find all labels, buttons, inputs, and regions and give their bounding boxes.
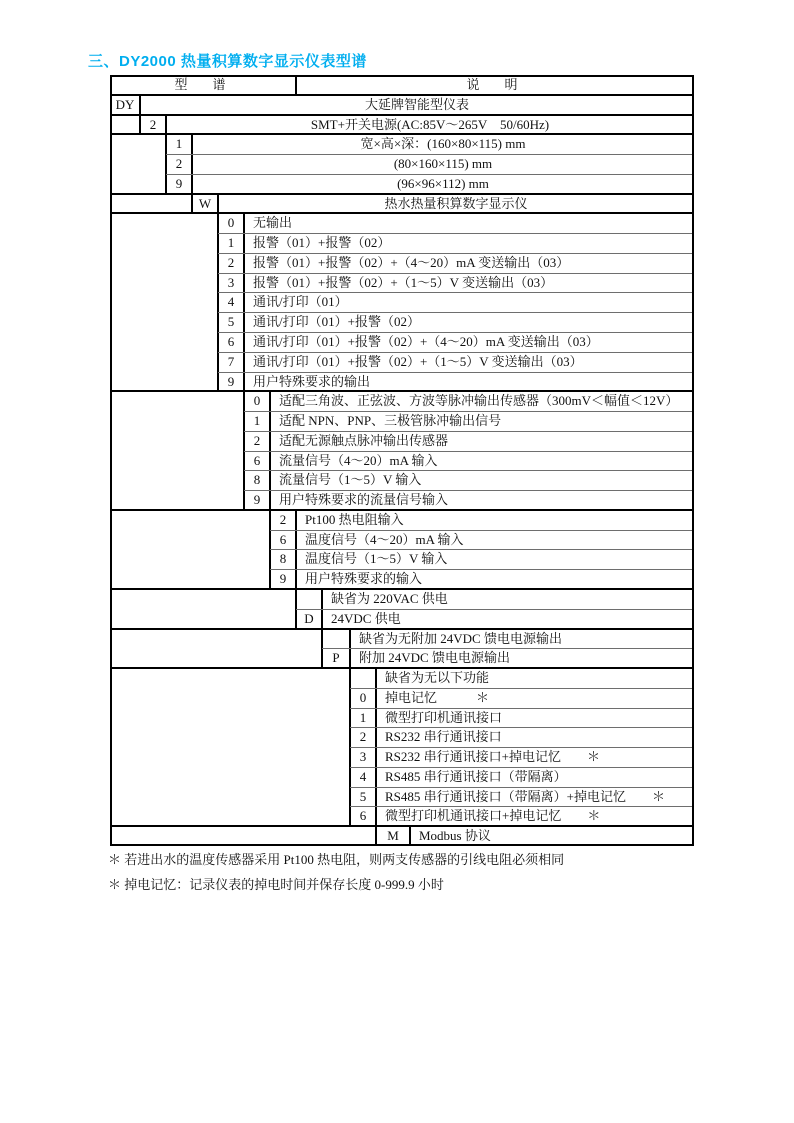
row-separator-line	[218, 352, 694, 353]
footnote-power-memory: ＊ 掉电记忆：记录仪表的掉电时间并保存长度 0-999.9 小时	[108, 877, 444, 892]
group-border-line	[110, 75, 694, 77]
code-cell	[350, 668, 376, 688]
row-separator-line	[218, 332, 694, 333]
column-border-line	[692, 75, 694, 846]
column-header-model: 型 谱	[174, 77, 232, 92]
description-cell: 用户特殊要求的输出	[253, 373, 371, 389]
code-cell: 6	[253, 452, 261, 468]
description-cell: 报警（01）+报警（02）+（1～5）V 变送输出（03）	[253, 274, 554, 290]
description-cell: 缺省为无附加 24VDC 馈电电源输出	[359, 630, 562, 646]
code-cell: 4	[227, 294, 235, 310]
row-separator-line	[350, 787, 694, 788]
description-cell: RS485 串行通讯接口（带隔离）	[385, 768, 567, 784]
row-separator-line	[270, 549, 694, 550]
row-separator-line	[218, 312, 694, 313]
code-cell: 2	[359, 729, 367, 745]
group-border-line	[110, 94, 694, 96]
description-cell: 热水热量积算数字显示仪	[384, 195, 528, 211]
row-separator-line	[218, 292, 694, 293]
group-border-line	[110, 844, 694, 846]
code-cell	[296, 589, 322, 609]
description-cell: 缺省为无以下功能	[385, 670, 490, 686]
group-border-line	[110, 628, 694, 630]
description-cell: RS232 串行通讯接口	[385, 729, 502, 745]
code-cell: 1	[227, 235, 235, 251]
code-cell: 6	[359, 808, 367, 824]
code-cell: 3	[359, 749, 367, 765]
footnote-sensor-resistance: ＊ 若进出水的温度传感器采用 Pt100 热电阻，则两支传感器的引线电阻必须相同	[108, 852, 565, 867]
row-separator-line	[218, 372, 694, 373]
group-border-line	[110, 509, 694, 511]
description-cell: 温度信号（1～5）V 输入	[305, 551, 448, 567]
column-border-line	[139, 95, 141, 115]
code-cell: 1	[359, 709, 367, 725]
row-separator-line	[350, 727, 694, 728]
group-border-line	[110, 667, 694, 669]
code-cell: 0	[227, 215, 235, 231]
column-border-line	[165, 134, 167, 193]
description-cell: 用户特殊要求的输入	[305, 571, 423, 587]
description-cell: 通讯/打印（01）	[253, 294, 348, 310]
description-cell: 适配 NPN、PNP、三极管脉冲输出信号	[279, 413, 502, 429]
column-border-line	[165, 115, 167, 135]
row-separator-line	[270, 569, 694, 570]
code-cell: 1	[253, 413, 261, 429]
row-separator-line	[350, 767, 694, 768]
code-cell: 2	[279, 511, 287, 527]
description-cell: 通讯/打印（01）+报警（02）+（4～20）mA 变送输出（03）	[253, 334, 599, 349]
code-cell: 9	[253, 492, 261, 508]
code-cell: 5	[227, 314, 235, 330]
code-cell: W	[198, 195, 212, 211]
group-border-line	[110, 588, 694, 590]
row-separator-line	[350, 708, 694, 709]
column-border-line	[217, 194, 219, 214]
group-border-line	[110, 390, 694, 392]
column-border-line	[191, 194, 193, 214]
row-separator-line	[350, 806, 694, 807]
row-separator-line	[270, 530, 694, 531]
code-cell: D	[304, 610, 314, 626]
row-separator-line	[218, 253, 694, 254]
description-cell: 缺省为 220VAC 供电	[331, 591, 448, 607]
code-cell: 5	[359, 788, 367, 804]
description-cell: 温度信号（4～20）mA 输入	[305, 531, 464, 547]
code-cell: 9	[227, 373, 235, 389]
description-cell: RS485 串行通讯接口（带隔离）+掉电记忆 ＊	[385, 788, 665, 804]
description-cell: 报警（01）+报警（02）	[253, 235, 391, 251]
row-separator-line	[296, 609, 694, 610]
code-cell: M	[387, 828, 399, 844]
description-cell: 大延牌智能型仪表	[364, 96, 469, 112]
column-border-line	[191, 134, 193, 193]
description-cell: 24VDC 供电	[331, 610, 401, 626]
description-cell: 适配三角波、正弦波、方波等脉冲输出传感器（300mV＜幅值＜12V）	[279, 393, 679, 409]
row-separator-line	[244, 431, 694, 432]
code-cell: 9	[279, 571, 287, 587]
code-cell	[322, 629, 350, 649]
code-cell: 6	[227, 334, 235, 349]
group-border-line	[110, 193, 694, 195]
row-separator-line	[350, 688, 694, 689]
row-separator-line	[166, 174, 694, 175]
row-separator-line	[350, 747, 694, 748]
page-title: 三、DY2000 热量积算数字显示仪表型谱	[88, 53, 367, 70]
code-cell: 1	[175, 136, 183, 152]
code-cell: 8	[253, 472, 261, 488]
description-cell: 微型打印机通讯接口+掉电记忆 ＊	[385, 808, 601, 824]
row-separator-line	[322, 648, 694, 649]
description-cell: 无输出	[253, 215, 293, 231]
description-cell: 微型打印机通讯接口	[385, 709, 503, 725]
description-cell: 用户特殊要求的流量信号输入	[279, 492, 449, 508]
code-cell: 0	[359, 689, 367, 705]
code-cell: 0	[253, 393, 261, 409]
row-separator-line	[244, 451, 694, 452]
description-cell: 流量信号（1～5）V 输入	[279, 472, 422, 488]
code-cell: 8	[279, 551, 287, 567]
description-cell: 宽×高×深：(160×80×115) mm	[360, 136, 526, 152]
code-cell: P	[332, 650, 340, 666]
row-separator-line	[218, 273, 694, 274]
group-border-line	[110, 133, 694, 135]
description-cell: SMT+开关电源(AC:85V～265V 50/60Hz)	[310, 116, 550, 132]
row-separator-line	[218, 233, 694, 234]
description-cell: 通讯/打印（01）+报警（02）+（1～5）V 变送输出（03）	[253, 353, 583, 369]
group-border-line	[110, 825, 694, 827]
code-cell: 2	[253, 432, 261, 448]
code-cell: 2	[149, 116, 157, 132]
code-cell: DY	[115, 96, 135, 112]
description-cell: 通讯/打印（01）+报警（02）	[253, 314, 420, 330]
column-border-line	[139, 115, 141, 135]
row-separator-line	[244, 470, 694, 471]
description-cell: 报警（01）+报警（02）+（4～20）mA 变送输出（03）	[253, 254, 570, 270]
group-border-line	[110, 212, 694, 214]
column-border-line	[217, 213, 219, 391]
code-cell: 2	[227, 254, 235, 270]
column-header-description: 说 明	[466, 77, 524, 92]
column-border-line	[243, 213, 245, 391]
column-border-line	[295, 75, 297, 95]
description-cell: RS232 串行通讯接口+掉电记忆 ＊	[385, 749, 600, 765]
row-separator-line	[244, 490, 694, 491]
row-separator-line	[166, 154, 694, 155]
code-cell: 4	[359, 768, 367, 784]
group-border-line	[110, 114, 694, 116]
description-cell: 流量信号（4～20）mA 输入	[279, 452, 438, 468]
code-cell: 2	[175, 156, 183, 172]
code-cell: 9	[175, 175, 183, 191]
code-cell: 6	[279, 531, 287, 547]
description-cell: 适配无源触点脉冲输出传感器	[279, 432, 449, 448]
description-cell: (96×96×112) mm	[397, 175, 489, 191]
description-cell: 附加 24VDC 馈电电源输出	[359, 650, 510, 666]
description-cell: Pt100 热电阻输入	[305, 511, 404, 527]
column-border-line	[110, 75, 112, 846]
description-cell: Modbus 协议	[419, 828, 491, 844]
code-cell: 7	[227, 353, 235, 369]
row-separator-line	[244, 411, 694, 412]
description-cell: 掉电记忆 ＊	[385, 689, 490, 705]
code-cell: 3	[227, 274, 235, 290]
description-cell: (80×160×115) mm	[393, 156, 493, 172]
model-spectrum-table	[110, 75, 694, 846]
